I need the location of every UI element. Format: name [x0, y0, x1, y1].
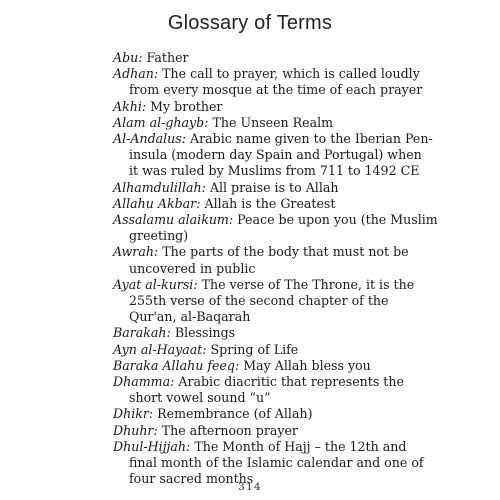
- glossary-entry: [113, 423, 493, 439]
- definition-text: Arabic name given to the Iberian Pen-: [190, 131, 433, 147]
- entry-continuation-line: [113, 82, 493, 98]
- entry-continuation-line: [113, 261, 493, 277]
- glossary-term: Dhuhr:: [113, 422, 158, 438]
- glossary-term: Dhikr:: [113, 406, 154, 422]
- definition-text: short vowel sound “u”: [129, 390, 271, 406]
- entry-first-line: [113, 131, 493, 147]
- entry-continuation-line: [113, 163, 493, 179]
- definition-text: greeting): [129, 228, 189, 244]
- glossary-entry: [113, 325, 493, 341]
- definition-text: from every mosque at the time of each prayer: [129, 82, 423, 98]
- entry-first-line: [113, 66, 493, 82]
- glossary-entry: [113, 99, 493, 115]
- entry-first-line: [113, 277, 493, 293]
- entry-first-line: [113, 212, 493, 228]
- definition-text: insula (modern day Spain and Portugal) when: [129, 147, 422, 163]
- definition-text: Remembrance (of Allah): [157, 406, 313, 422]
- glossary-entry: [113, 50, 493, 66]
- entry-continuation-line: [113, 455, 493, 471]
- entry-first-line: [113, 325, 493, 341]
- entry-first-line: [113, 423, 493, 439]
- definition-text: The Month of Hajj – the 12th and: [194, 438, 407, 454]
- entry-first-line: [113, 50, 493, 66]
- glossary-entry: [113, 358, 493, 374]
- entry-first-line: [113, 358, 493, 374]
- entry-first-line: [113, 374, 493, 390]
- entry-continuation-line: [113, 147, 493, 163]
- glossary-term: Awrah:: [113, 244, 159, 260]
- entry-continuation-line: [113, 293, 493, 309]
- glossary-term: Ayn al-Hayaat:: [113, 341, 207, 357]
- glossary-term: Abu:: [113, 50, 143, 65]
- definition-text: uncovered in public: [129, 260, 256, 276]
- definition-text: The verse of The Throne, it is the: [201, 276, 415, 292]
- definition-text: My brother: [150, 98, 223, 114]
- definition-text: The call to prayer, which is called loudly: [162, 66, 420, 82]
- page-title: Glossary of Terms: [167, 12, 333, 34]
- definition-text: Blessings: [174, 325, 236, 341]
- glossary-entry: [113, 277, 493, 326]
- definition-text: four sacred months: [129, 471, 254, 487]
- definition-text: Peace be upon you (the Muslim: [237, 212, 438, 228]
- glossary-entry: [113, 374, 493, 406]
- glossary-term: Dhamma:: [113, 374, 175, 390]
- glossary-term: Allahu Akbar:: [113, 195, 201, 211]
- glossary-list: [113, 50, 493, 487]
- page-number: 314: [238, 481, 262, 493]
- glossary-entry: [113, 131, 493, 180]
- entry-first-line: [113, 99, 493, 115]
- glossary-entry: [113, 115, 493, 131]
- entry-first-line: [113, 406, 493, 422]
- glossary-term: Akhi:: [113, 98, 147, 114]
- glossary-term: Assalamu alaikum:: [113, 212, 234, 228]
- entry-first-line: [113, 244, 493, 260]
- glossary-entry: [113, 196, 493, 212]
- glossary-term: Barakah:: [113, 325, 171, 341]
- definition-text: Allah is the Greatest: [204, 195, 336, 211]
- glossary-entry: [113, 180, 493, 196]
- definition-text: All praise is to Allah: [209, 179, 339, 195]
- entry-continuation-line: [113, 228, 493, 244]
- entry-first-line: [113, 196, 493, 212]
- glossary-entry: [113, 66, 493, 98]
- definition-text: final month of the Islamic calendar and one of: [129, 455, 424, 471]
- glossary-entry: [113, 212, 493, 244]
- glossary-term: Dhul-Hijjah:: [113, 438, 191, 454]
- entry-first-line: [113, 439, 493, 455]
- definition-text: 255th verse of the second chapter of the: [129, 293, 389, 309]
- entry-first-line: [113, 115, 493, 131]
- glossary-term: Alhamdulillah:: [113, 179, 206, 195]
- entry-first-line: [113, 180, 493, 196]
- definition-text: Arabic diacritic that represents the: [178, 374, 404, 390]
- definition-text: Spring of Life: [210, 341, 299, 357]
- glossary-entry: [113, 406, 493, 422]
- entry-continuation-line: [113, 309, 493, 325]
- definition-text: The Unseen Realm: [212, 114, 334, 130]
- definition-text: The parts of the body that must not be: [162, 244, 409, 260]
- definition-text: Father: [146, 50, 189, 65]
- glossary-term: Alam al-ghayb:: [113, 114, 209, 130]
- definition-text: The afternoon prayer: [161, 422, 298, 438]
- definition-text: Qur'an, al-Baqarah: [129, 309, 251, 325]
- entry-continuation-line: [113, 390, 493, 406]
- entry-first-line: [113, 342, 493, 358]
- glossary-entry: [113, 342, 493, 358]
- definition-text: May Allah bless you: [243, 357, 371, 373]
- glossary-term: Al-Andalus:: [113, 131, 186, 147]
- glossary-term: Adhan:: [113, 66, 159, 82]
- glossary-term: Ayat al-kursi:: [113, 276, 198, 292]
- glossary-term: Baraka Allahu feeq:: [113, 357, 240, 373]
- glossary-entry: [113, 244, 493, 276]
- definition-text: it was ruled by Muslims from 711 to 1492 CE: [129, 163, 420, 179]
